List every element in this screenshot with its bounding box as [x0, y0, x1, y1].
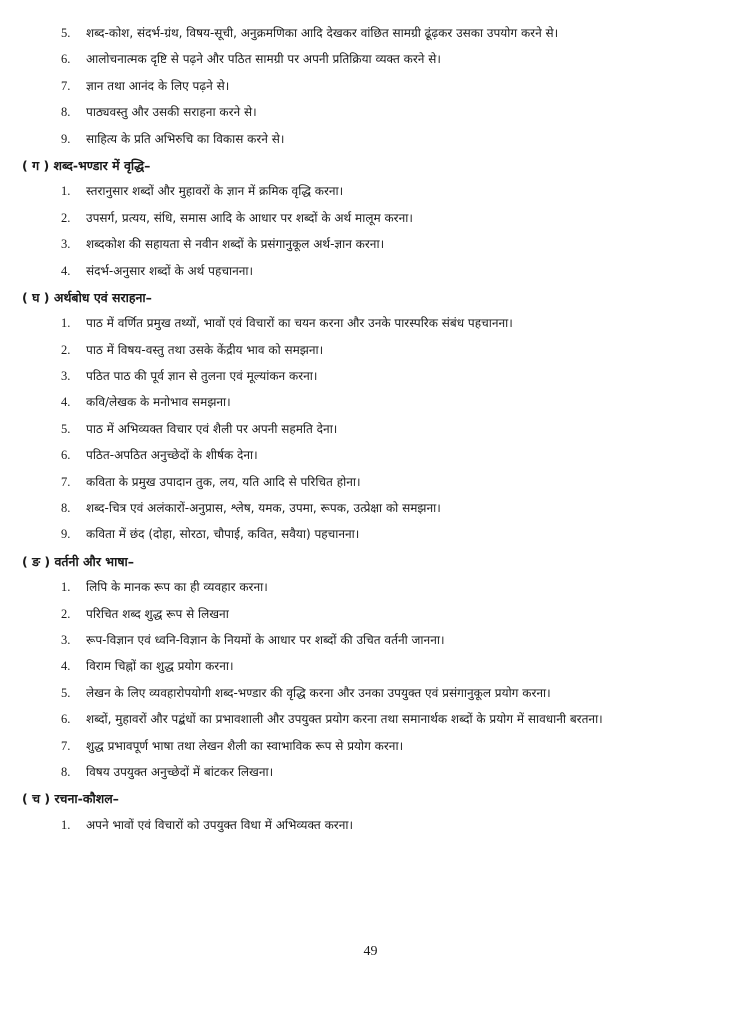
list-item [0, 101, 741, 124]
list-item-text: शुद्ध प्रभावपूर्ण भाषा तथा लेखन शैली का स्वाभाविक रूप से प्रयोग करना। [86, 738, 404, 753]
list-item [0, 708, 741, 731]
list-item-number: 3. [61, 632, 71, 647]
list-item-text: संदर्भ-अनुसार शब्दों के अर्थ पहचानना। [86, 263, 254, 278]
list-item-text: शब्द-चित्र एवं अलंकारों-अनुप्रास, श्लेष, यमक, उपमा, रूपक, उत्प्रेक्षा को समझना। [86, 501, 441, 516]
list-item-text: अपने भावों एवं विचारों को उपयुक्त विधा में अभिव्यक्त करना। [86, 817, 354, 832]
section-heading [0, 550, 741, 573]
list-item-text: रूप-विज्ञान एवं ध्वनि-विज्ञान के नियमों के आधार पर शब्दों की उचित वर्तनी जानना। [86, 632, 445, 647]
list-item [0, 207, 741, 230]
section-title: रचना-कौशल– [54, 791, 119, 807]
list-item-number: 5. [61, 26, 71, 40]
list-item [0, 312, 741, 335]
list-item-number: 8. [61, 501, 71, 516]
list-item-text: परिचित शब्द शुद्ध रूप से लिखना [86, 606, 229, 621]
list-item-number: 3. [61, 369, 71, 384]
list-item-text: पठित-अपठित अनुच्छेदों के शीर्षक देना। [86, 448, 258, 463]
list-item [0, 180, 741, 203]
list-item-text: आलोचनात्मक दृष्टि से पढ़ने और पठित सामग्री पर अपनी प्रतिक्रिया व्यक्त करने से। [86, 52, 441, 67]
list-item [0, 365, 741, 388]
section-marker: ( घ ) [22, 289, 50, 305]
list-item-text: लिपि के मानक रूप का ही व्यवहार करना। [86, 580, 268, 595]
list-item-number: 6. [61, 52, 71, 67]
list-item-text: ज्ञान तथा आनंद के लिए पढ़ने से। [86, 78, 230, 93]
list-item-text: शब्दकोश की सहायता से नवीन शब्दों के प्रसंगानुकूल अर्थ-ज्ञान करना। [86, 237, 385, 252]
list-item [0, 655, 741, 678]
list-item-number: 7. [61, 738, 71, 753]
list-item [0, 75, 741, 98]
list-item-number: 2. [61, 342, 71, 357]
list-item-text: पाठ में वर्णित प्रमुख तथ्यों, भावों एवं विचारों का चयन करना और उनके पारस्परिक संबंध पहचानना। [86, 316, 513, 331]
list-item-number: 1. [61, 817, 71, 832]
section-marker: ( च ) [22, 791, 51, 807]
list-item-text: पाठ्यवस्तु और उसकी सराहना करने से। [86, 105, 257, 120]
list-item-number: 4. [61, 395, 71, 410]
section-title: शब्द-भण्डार में वृद्धि– [53, 157, 151, 173]
list-item-text: पाठ में अभिव्यक्त विचार एवं शैली पर अपनी सहमति देना। [86, 421, 338, 436]
list-item-text: पाठ में विषय-वस्तु तथा उसके केंद्रीय भाव को समझना। [86, 342, 324, 357]
list-item [0, 735, 741, 758]
list-item-text: विराम चिह्नों का शुद्ध प्रयोग करना। [86, 659, 234, 674]
list-item [0, 391, 741, 414]
list-item-number: 4. [61, 263, 71, 278]
list-item [0, 233, 741, 256]
list-item [0, 471, 741, 494]
list-item-number: 6. [61, 448, 71, 463]
list-item-text: शब्द-कोश, संदर्भ-ग्रंथ, विषय-सूची, अनुक्रमणिका आदि देखकर वांछित सामग्री ढूंढ़कर उसका उपयोग करने से। [86, 26, 559, 40]
content-list [0, 22, 741, 840]
section-marker: ( ग ) [22, 157, 50, 173]
list-item-text: पठित पाठ की पूर्व ज्ञान से तुलना एवं मूल्यांकन करना। [86, 369, 318, 384]
list-item [0, 497, 741, 520]
list-item-number: 2. [61, 210, 71, 225]
list-item [0, 761, 741, 784]
section-title: वर्तनी और भाषा– [54, 553, 135, 569]
list-item-text: विषय उपयुक्त अनुच्छेदों में बांटकर लिखना। [86, 764, 274, 779]
list-item-number: 6. [61, 712, 71, 727]
list-item-number: 5. [61, 421, 71, 436]
list-item [0, 682, 741, 705]
list-item [0, 523, 741, 546]
list-item-number: 7. [61, 474, 71, 489]
page-number: 49 [363, 944, 378, 959]
list-item [0, 22, 741, 45]
list-item-number: 3. [61, 237, 71, 252]
list-item [0, 128, 741, 151]
list-item-number: 1. [61, 580, 71, 595]
list-item-number: 8. [61, 764, 71, 779]
list-item-text: स्तरानुसार शब्दों और मुहावरों के ज्ञान में क्रमिक वृद्धि करना। [86, 184, 344, 199]
list-item [0, 576, 741, 599]
list-item [0, 603, 741, 626]
list-item-text: कविता के प्रमुख उपादान तुक, लय, यति आदि से परिचित होना। [86, 474, 361, 489]
list-item-number: 5. [61, 685, 71, 700]
section-heading [0, 154, 741, 177]
section-marker: ( ङ ) [22, 553, 51, 569]
list-item [0, 444, 741, 467]
list-item [0, 629, 741, 652]
list-item-number: 9. [61, 527, 71, 542]
list-item-text: कविता में छंद (दोहा, सोरठा, चौपाई, कवित, सवैया) पहचानना। [86, 527, 360, 542]
list-item-number: 1. [61, 184, 71, 199]
section-title: अर्थबोध एवं सराहना– [53, 289, 152, 305]
list-item-number: 9. [61, 131, 71, 146]
section-heading [0, 787, 741, 810]
list-item-number: 1. [61, 316, 71, 331]
list-item-number: 4. [61, 659, 71, 674]
list-item [0, 339, 741, 362]
list-item-number: 2. [61, 606, 71, 621]
list-item-number: 7. [61, 78, 71, 93]
list-item-text: उपसर्ग, प्रत्यय, संधि, समास आदि के आधार पर शब्दों के अर्थ मालूम करना। [86, 210, 413, 225]
list-item-number: 8. [61, 105, 71, 120]
list-item [0, 48, 741, 71]
list-item-text: शब्दों, मुहावरों और पद्बंधों का प्रभावशाली और उपयुक्त प्रयोग करना तथा समानार्थक शब्दों के प्रयोग में सावधानी बरतना। [86, 712, 603, 727]
section-heading [0, 286, 741, 309]
list-item [0, 260, 741, 283]
list-item-text: लेखन के लिए व्यवहारोपयोगी शब्द-भण्डार की वृद्धि करना और उनका उपयुक्त एवं प्रसंगानुकूल प्रयोग करना। [86, 685, 551, 700]
list-item [0, 814, 741, 837]
list-item [0, 418, 741, 441]
list-item-text: कवि/लेखक के मनोभाव समझना। [86, 395, 231, 410]
list-item-text: साहित्य के प्रति अभिरुचि का विकास करने से। [86, 131, 285, 146]
